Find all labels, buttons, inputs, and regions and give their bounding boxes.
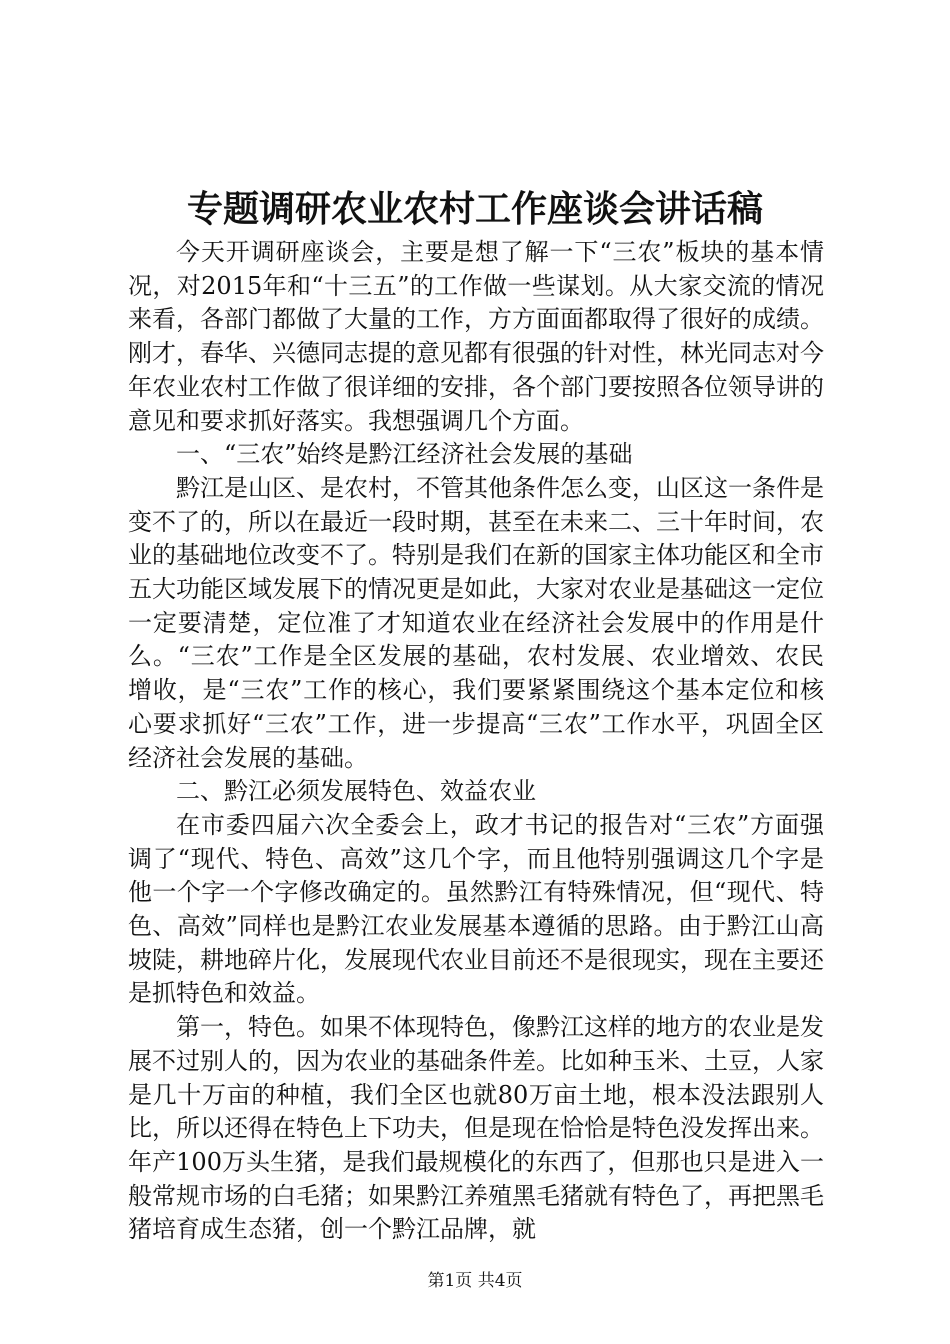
page-footer: 第1页 共4页 — [427, 1271, 523, 1291]
document-body — [128, 236, 824, 1247]
section-heading-2: 二、黔江必须发展特色、效益农业 — [176, 777, 536, 806]
document-title: 专题调研农业农村工作座谈会讲话稿 — [186, 188, 763, 230]
section-heading-1: 一、“三农”始终是黔江经济社会发展的基础 — [176, 440, 633, 469]
paragraph-section-2: 在市委四届六次全委会上，政才书记的报告对“三农”方面强调了“现代、特色、高效”这几个字，而且他特别强调这几个字是他一个字一个字修改确定的。虽然黔江有特殊情况，但“现代、特色、高效”同样也是黔江农业发展基本遵循的思路。由于黔江山高坡陡，耕地碎片化，发展现代农业目前还不是很现实，现在主要还是抓特色和效益。 — [128, 810, 824, 1008]
paragraph-feature: 第一，特色。如果不体现特色，像黔江这样的地方的农业是发展不过别人的，因为农业的基础条件差。比如种玉米、土豆，人家是几十万亩的种植，我们全区也就80万亩土地，根本没法跟别人比，所以还得在特色上下功夫，但是现在恰恰是特色没发挥出来。年产100万头生猪，是我们最规模化的东西了，但那也只是进入一般常规市场的白毛猪；如果黔江养殖黑毛猪就有特色了，再把黑毛猪培育成生态猪，创一个黔江品牌，就 — [128, 1013, 824, 1244]
paragraph-section-1: 黔江是山区、是农村，不管其他条件怎么变，山区这一条件是变不了的，所以在最近一段时期，甚至在未来二、三十年时间，农业的基础地位改变不了。特别是我们在新的国家主体功能区和全市五大功能区域发展下的情况更是如此，大家对农业是基础这一定位一定要清楚，定位准了才知道农业在经济社会发展中的作用是什么。“三农”工作是全区发展的基础，农村发展、农业增效、农民增收，是“三农”工作的核心，我们要紧紧围绕这个基本定位和核心要求抓好“三农”工作，进一步提高“三农”工作水平，巩固全区经济社会发展的基础。 — [128, 473, 824, 772]
paragraph-intro: 今天开调研座谈会，主要是想了解一下“三农”板块的基本情况，对2015年和“十三五”的工作做一些谋划。从大家交流的情况来看，各部门都做了大量的工作，方方面面都取得了很好的成绩。刚才，春华、兴德同志提的意见都有很强的针对性，林光同志对今年农业农村工作做了很详细的安排，各个部门要按照各位领导讲的意见和要求抓好落实。我想强调几个方面。 — [128, 238, 824, 435]
